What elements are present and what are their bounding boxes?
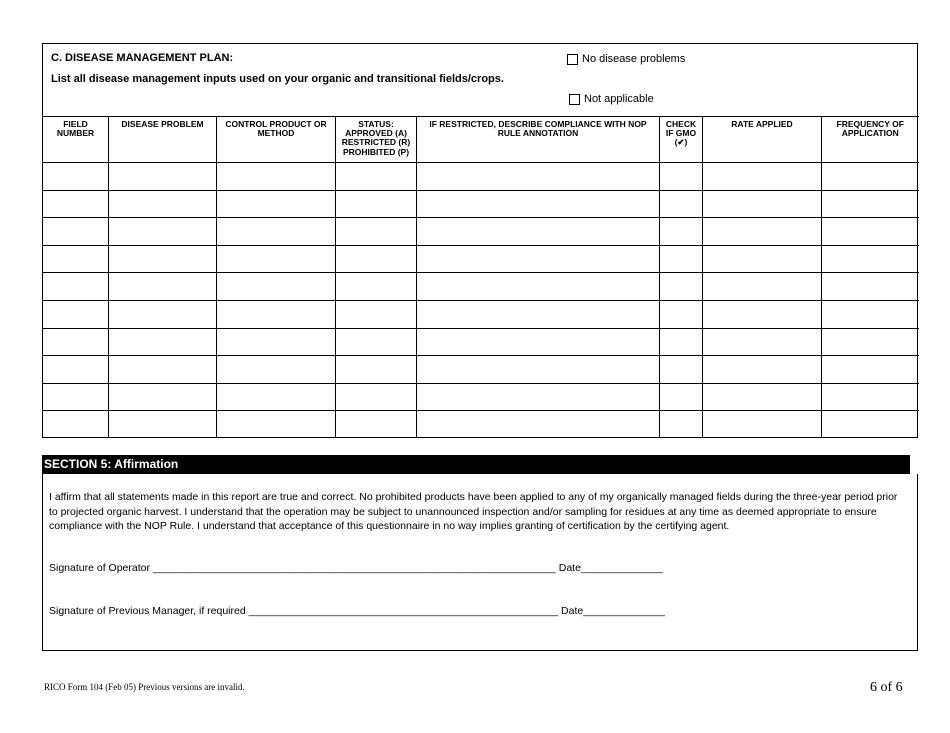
table-cell[interactable] <box>336 383 417 411</box>
table-cell[interactable] <box>217 273 336 301</box>
no-disease-label: No disease problems <box>582 53 686 65</box>
table-cell[interactable] <box>822 411 919 439</box>
table-cell[interactable] <box>822 273 919 301</box>
table-cell[interactable] <box>109 383 217 411</box>
not-applicable-option[interactable] <box>569 93 654 105</box>
table-body <box>43 163 919 439</box>
table-cell[interactable] <box>336 190 417 218</box>
table-cell[interactable] <box>217 190 336 218</box>
table-cell[interactable] <box>660 328 703 356</box>
table-cell[interactable] <box>703 273 822 301</box>
table-cell[interactable] <box>417 245 660 273</box>
table-row <box>43 163 919 191</box>
table-cell[interactable] <box>217 328 336 356</box>
table-cell[interactable] <box>660 163 703 191</box>
table-cell[interactable] <box>217 300 336 328</box>
table-row <box>43 356 919 384</box>
affirmation-section <box>42 474 918 651</box>
table-cell[interactable] <box>660 411 703 439</box>
header-frequency: FREQUENCY OF APPLICATION <box>822 117 919 163</box>
header-control-product: CONTROL PRODUCT OR METHOD <box>217 117 336 163</box>
operator-signature-line[interactable]: Signature of Operator _____________________________________________________________________ Date______________ <box>49 562 663 574</box>
table-cell[interactable] <box>417 300 660 328</box>
table-cell[interactable] <box>336 245 417 273</box>
header-compliance: IF RESTRICTED, DESCRIBE COMPLIANCE WITH NOP RULE ANNOTATION <box>417 117 660 163</box>
table-cell[interactable] <box>660 356 703 384</box>
header-gmo: CHECK IF GMO (✔) <box>660 117 703 163</box>
table-cell[interactable] <box>417 163 660 191</box>
table-cell[interactable] <box>417 356 660 384</box>
table-cell[interactable] <box>43 300 109 328</box>
table-cell[interactable] <box>43 218 109 246</box>
table-cell[interactable] <box>43 328 109 356</box>
table-row <box>43 273 919 301</box>
table-cell[interactable] <box>109 218 217 246</box>
table-cell[interactable] <box>43 190 109 218</box>
page-number: 6 of 6 <box>870 680 903 695</box>
table-cell[interactable] <box>109 190 217 218</box>
table-cell[interactable] <box>336 328 417 356</box>
table-cell[interactable] <box>822 328 919 356</box>
table-cell[interactable] <box>417 218 660 246</box>
no-disease-option[interactable] <box>567 53 685 65</box>
table-cell[interactable] <box>43 356 109 384</box>
table-row <box>43 328 919 356</box>
table-cell[interactable] <box>109 328 217 356</box>
table-cell[interactable] <box>43 411 109 439</box>
table-cell[interactable] <box>703 411 822 439</box>
section-5-header: SECTION 5: Affirmation <box>42 455 910 474</box>
table-cell[interactable] <box>660 383 703 411</box>
table-cell[interactable] <box>417 328 660 356</box>
table-cell[interactable] <box>822 163 919 191</box>
table-cell[interactable] <box>109 273 217 301</box>
table-cell[interactable] <box>703 328 822 356</box>
table-cell[interactable] <box>217 383 336 411</box>
table-cell[interactable] <box>703 190 822 218</box>
table-cell[interactable] <box>43 245 109 273</box>
section-c-instructions: List all disease management inputs used on your organic and transitional fields/crops. <box>51 73 504 85</box>
table-cell[interactable] <box>660 273 703 301</box>
table-cell[interactable] <box>822 190 919 218</box>
table-cell[interactable] <box>217 411 336 439</box>
table-cell[interactable] <box>336 356 417 384</box>
affirmation-text: I affirm that all statements made in this report are true and correct. No prohibited products have been applied to any of my organically managed fields during the three-year period prior to projected organic harvest. I understand that the operation may be subject to unannounced inspection and/or sampling for residues at any time as deemed appropriate to ensure compliance with the NOP Rule. I understand that acceptance of this questionnaire in no way implies granting of certification by the certifying agent. <box>49 491 898 532</box>
header-field-number: FIELD NUMBER <box>43 117 109 163</box>
table-row <box>43 383 919 411</box>
table-cell[interactable] <box>703 383 822 411</box>
not-applicable-label: Not applicable <box>584 93 654 105</box>
no-disease-checkbox[interactable] <box>567 54 578 65</box>
table-cell[interactable] <box>703 245 822 273</box>
section-c-title: C. DISEASE MANAGEMENT PLAN: <box>51 52 234 64</box>
table-header-row <box>43 117 919 163</box>
table-cell[interactable] <box>43 383 109 411</box>
table-row <box>43 300 919 328</box>
table-cell[interactable] <box>417 411 660 439</box>
table-cell[interactable] <box>109 411 217 439</box>
table-cell[interactable] <box>336 163 417 191</box>
table-cell[interactable] <box>703 218 822 246</box>
table-cell[interactable] <box>822 245 919 273</box>
table-cell[interactable] <box>109 356 217 384</box>
table-cell[interactable] <box>109 300 217 328</box>
not-applicable-checkbox[interactable] <box>569 94 580 105</box>
table-row <box>43 245 919 273</box>
table-cell[interactable] <box>660 300 703 328</box>
table-cell[interactable] <box>822 300 919 328</box>
table-cell[interactable] <box>336 300 417 328</box>
form-info: RICO Form 104 (Feb 05) Previous versions are invalid. <box>44 682 245 692</box>
table-cell[interactable] <box>703 356 822 384</box>
table-cell[interactable] <box>660 245 703 273</box>
table-cell[interactable] <box>660 218 703 246</box>
disease-input-table <box>42 116 919 438</box>
table-row <box>43 190 919 218</box>
header-disease-problem: DISEASE PROBLEM <box>109 117 217 163</box>
table-cell[interactable] <box>336 411 417 439</box>
table-cell[interactable] <box>703 163 822 191</box>
table-cell[interactable] <box>417 383 660 411</box>
table-cell[interactable] <box>822 383 919 411</box>
table-cell[interactable] <box>217 163 336 191</box>
table-cell[interactable] <box>109 163 217 191</box>
table-row <box>43 411 919 439</box>
table-cell[interactable] <box>217 218 336 246</box>
table-cell[interactable] <box>43 163 109 191</box>
header-status: STATUS: APPROVED (A) RESTRICTED (R) PROHIBITED (P) <box>336 117 417 163</box>
table-cell[interactable] <box>703 300 822 328</box>
table-cell[interactable] <box>217 356 336 384</box>
table-cell[interactable] <box>417 190 660 218</box>
table-cell[interactable] <box>336 218 417 246</box>
header-rate-applied: RATE APPLIED <box>703 117 822 163</box>
table-cell[interactable] <box>417 273 660 301</box>
table-cell[interactable] <box>660 190 703 218</box>
table-cell[interactable] <box>109 245 217 273</box>
table-cell[interactable] <box>217 245 336 273</box>
table-cell[interactable] <box>336 273 417 301</box>
table-cell[interactable] <box>822 356 919 384</box>
table-row <box>43 218 919 246</box>
table-cell[interactable] <box>43 273 109 301</box>
disease-management-section <box>42 43 918 438</box>
manager-signature-line[interactable]: Signature of Previous Manager, if required _____________________________________________________ Date______________ <box>49 605 665 617</box>
table-cell[interactable] <box>822 218 919 246</box>
